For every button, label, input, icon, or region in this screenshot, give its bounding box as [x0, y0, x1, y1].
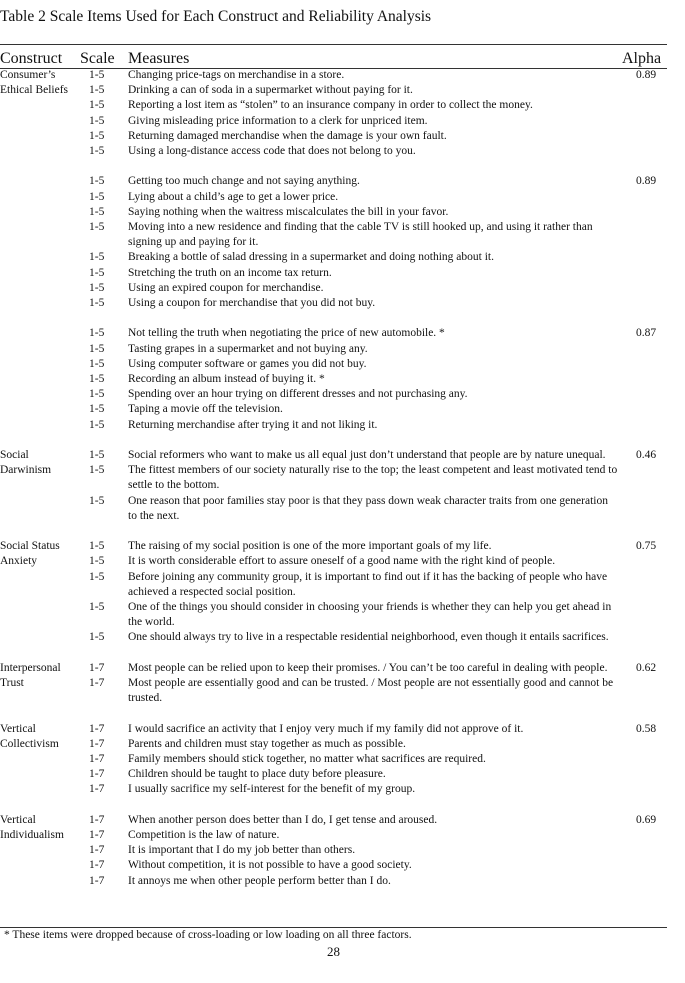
table-row	[0, 554, 667, 569]
measure-cell: Moving into a new residence and finding that the cable TV is still hooked up, and using it rather than signing up and paying for it.	[128, 221, 593, 249]
measure-cell: Spending over an hour trying on different dresses and not purchasing any.	[128, 388, 468, 401]
measure-cell: I usually sacrifice my self-interest for the benefit of my group.	[128, 783, 416, 796]
scale-cell: 1-5	[89, 342, 105, 355]
header-scale: Scale	[80, 50, 115, 67]
page-number: 28	[327, 944, 340, 959]
construct-group	[0, 813, 667, 889]
table-row	[0, 418, 667, 433]
scale-cell: 1-5	[89, 357, 105, 370]
measure-cell: Returning damaged merchandise when the damage is your own fault.	[128, 129, 447, 142]
scale-cell: 1-5	[89, 129, 105, 142]
table-row	[0, 205, 667, 220]
construct-group	[0, 722, 667, 798]
scale-cell: 1-5	[89, 297, 105, 310]
table-row	[0, 463, 667, 493]
table-row	[0, 752, 667, 767]
scale-cell: 1-5	[89, 540, 105, 553]
top-rule	[0, 44, 667, 45]
table-row	[0, 722, 667, 737]
scale-cell: 1-5	[89, 84, 105, 97]
scale-cell: 1-7	[89, 661, 105, 674]
measure-cell: The fittest members of our society naturally rise to the top; the least competent and least motivated tend to settle to the bottom.	[128, 464, 618, 492]
construct-name: Vertical Collectivism	[0, 722, 59, 750]
measure-cell: Recording an album instead of buying it. *	[128, 373, 325, 386]
scale-cell: 1-7	[89, 737, 105, 750]
construct-name: Consumer’s Ethical Beliefs	[0, 69, 69, 97]
construct-name: Social Status Anxiety	[0, 540, 60, 568]
measure-cell: Using a long-distance access code that does not belong to you.	[128, 145, 416, 158]
table-caption: Table 2 Scale Items Used for Each Construct and Reliability Analysis	[0, 8, 432, 25]
construct-group	[0, 174, 667, 311]
table-row	[0, 190, 667, 205]
table-row	[0, 570, 667, 600]
group-spacer	[0, 646, 667, 661]
table-row	[0, 281, 667, 296]
measure-cell: Stretching the truth on an income tax return.	[128, 266, 332, 279]
table-row	[0, 98, 667, 113]
measure-cell: Without competition, it is not possible to have a good society.	[128, 859, 412, 872]
table-row	[0, 600, 667, 630]
scale-cell: 1-5	[89, 601, 105, 614]
measure-cell: Using an expired coupon for merchandise.	[128, 281, 324, 294]
alpha-value: 0.87	[636, 327, 657, 340]
scale-cell: 1-5	[89, 145, 105, 158]
scale-cell: 1-5	[89, 266, 105, 279]
measure-cell: One of the things you should consider in choosing your friends is whether they can help you get ahead in the world.	[128, 601, 612, 629]
construct-name: Interpersonal Trust	[0, 661, 61, 690]
measure-cell: Breaking a bottle of salad dressing in a supermarket and doing nothing about it.	[128, 251, 495, 264]
group-spacer	[0, 311, 667, 326]
scale-cell: 1-5	[89, 555, 105, 568]
header-alpha: Alpha	[622, 50, 662, 67]
table-row	[0, 676, 667, 706]
table-row	[0, 767, 667, 782]
table-row	[0, 813, 667, 828]
scale-cell: 1-7	[89, 783, 105, 796]
table-row	[0, 144, 667, 159]
table-row	[0, 129, 667, 144]
bottom-rule	[0, 927, 667, 928]
scale-cell: 1-5	[89, 418, 105, 431]
alpha-value: 0.69	[636, 813, 657, 826]
scale-cell: 1-7	[89, 768, 105, 781]
table-row	[0, 220, 667, 250]
measure-cell: Changing price-tags on merchandise in a store.	[128, 69, 345, 81]
measure-cell: Using a coupon for merchandise that you did not buy.	[128, 297, 376, 310]
measure-cell: Getting too much change and not saying anything.	[128, 175, 360, 188]
group-spacer	[0, 433, 667, 448]
scale-cell: 1-5	[89, 205, 105, 218]
construct-group	[0, 448, 667, 524]
measure-cell: It is worth considerable effort to assure oneself of a good name with the right kind of people.	[128, 555, 556, 568]
scale-cell: 1-5	[89, 494, 105, 507]
construct-name: Social Darwinism	[0, 449, 52, 477]
measure-cell: Not telling the truth when negotiating the price of new automobile. *	[128, 327, 445, 340]
alpha-value: 0.89	[636, 69, 657, 81]
table-row	[0, 357, 667, 372]
alpha-value: 0.58	[636, 722, 657, 735]
table-row	[0, 874, 667, 889]
table-body	[0, 68, 667, 889]
table-row	[0, 266, 667, 281]
measure-cell: Drinking a can of soda in a supermarket without paying for it.	[128, 84, 413, 97]
scale-cell: 1-5	[89, 464, 105, 477]
table-row	[0, 828, 667, 843]
scale-cell: 1-5	[89, 327, 105, 340]
scale-cell: 1-5	[89, 175, 105, 188]
alpha-value: 0.75	[636, 540, 657, 553]
scale-cell: 1-7	[89, 829, 105, 842]
measure-cell: Reporting a lost item as “stolen” to an insurance company in order to collect the money.	[128, 99, 533, 112]
header-construct: Construct	[0, 50, 63, 67]
measure-cell: Social reformers who want to make us all equal just don’t understand that people are by nature unequal.	[128, 449, 606, 462]
table-footnote: * These items were dropped because of cross-loading or low loading on all three factors.	[4, 929, 412, 941]
scale-cell: 1-5	[89, 373, 105, 386]
scale-cell: 1-5	[89, 99, 105, 112]
measure-cell: Most people are essentially good and can be trusted. / Most people are not essentially good and cannot be trusted.	[128, 677, 614, 705]
measure-cell: It is important that I do my job better than others.	[128, 844, 356, 857]
scale-cell: 1-5	[89, 449, 105, 462]
construct-group	[0, 326, 667, 432]
measure-cell: I would sacrifice an activity that I enjoy very much if my family did not approve of it.	[128, 722, 524, 735]
group-spacer	[0, 798, 667, 813]
table-row	[0, 858, 667, 873]
measure-cell: Children should be taught to place duty before pleasure.	[128, 768, 386, 781]
measure-cell: Before joining any community group, it is important to find out if it has the backing of people who have achieved a respected social position.	[128, 570, 608, 598]
measure-cell: Giving misleading price information to a clerk for unpriced item.	[128, 114, 428, 127]
measure-cell: The raising of my social position is one of the more important goals of my life.	[128, 540, 492, 553]
table-row	[0, 630, 667, 645]
construct-group	[0, 539, 667, 645]
construct-name: Vertical Individualism	[0, 813, 64, 842]
measure-cell: Tasting grapes in a supermarket and not buying any.	[128, 342, 368, 355]
measure-cell: One reason that poor families stay poor is that they pass down weak character traits from one generation to the next.	[128, 494, 608, 522]
scale-cell: 1-7	[89, 813, 105, 826]
table-row	[0, 114, 667, 129]
header-measures: Measures	[128, 50, 190, 67]
measure-cell: Saying nothing when the waitress miscalculates the bill in your favor.	[128, 205, 449, 218]
scale-cell: 1-7	[89, 722, 105, 735]
scale-cell: 1-7	[89, 753, 105, 766]
alpha-value: 0.89	[636, 175, 657, 188]
scale-cell: 1-5	[89, 403, 105, 416]
table-row	[0, 250, 667, 265]
scale-cell: 1-5	[89, 570, 105, 583]
alpha-value: 0.62	[636, 661, 657, 674]
table-row	[0, 342, 667, 357]
scale-cell: 1-5	[89, 114, 105, 127]
construct-group	[0, 68, 667, 159]
table-row	[0, 174, 667, 189]
table-row	[0, 326, 667, 341]
scale-cell: 1-7	[89, 874, 105, 887]
group-spacer	[0, 159, 667, 174]
measure-cell: When another person does better than I do, I get tense and aroused.	[128, 813, 438, 826]
measure-cell: Lying about a child’s age to get a lower price.	[128, 190, 339, 203]
table-row	[0, 68, 667, 83]
scale-cell: 1-5	[89, 69, 105, 81]
table-row	[0, 296, 667, 311]
scale-cell: 1-5	[89, 281, 105, 294]
table-row	[0, 782, 667, 797]
table-row	[0, 494, 667, 524]
scale-cell: 1-5	[89, 221, 105, 234]
scale-cell: 1-7	[89, 859, 105, 872]
measure-cell: Taping a movie off the television.	[128, 403, 283, 416]
table-row	[0, 737, 667, 752]
scale-cell: 1-7	[89, 677, 105, 690]
table-row	[0, 83, 667, 98]
table-row	[0, 539, 667, 554]
measure-cell: Competition is the law of nature.	[128, 829, 280, 842]
measure-cell: Using computer software or games you did not buy.	[128, 357, 367, 370]
measure-cell: Most people can be relied upon to keep their promises. / You can’t be too careful in dealing with people.	[128, 661, 608, 674]
measure-cell: One should always try to live in a respectable residential neighborhood, even though it entails sacrifices.	[128, 631, 609, 644]
scale-cell: 1-5	[89, 388, 105, 401]
measure-cell: Parents and children must stay together as much as possible.	[128, 737, 406, 750]
scale-cell: 1-5	[89, 631, 105, 644]
construct-group	[0, 661, 667, 707]
table-row	[0, 402, 667, 417]
scale-cell: 1-5	[89, 190, 105, 203]
table-row	[0, 448, 667, 463]
scale-cell: 1-5	[89, 251, 105, 264]
measure-cell: Returning merchandise after trying it and not liking it.	[128, 418, 378, 431]
table-row	[0, 372, 667, 387]
table-row	[0, 661, 667, 676]
group-spacer	[0, 706, 667, 721]
measure-cell: Family members should stick together, no matter what sacrifices are required.	[128, 753, 486, 766]
table-row	[0, 387, 667, 402]
scale-cell: 1-7	[89, 844, 105, 857]
table-row	[0, 843, 667, 858]
group-spacer	[0, 524, 667, 539]
measure-cell: It annoys me when other people perform better than I do.	[128, 874, 391, 887]
alpha-value: 0.46	[636, 449, 657, 462]
